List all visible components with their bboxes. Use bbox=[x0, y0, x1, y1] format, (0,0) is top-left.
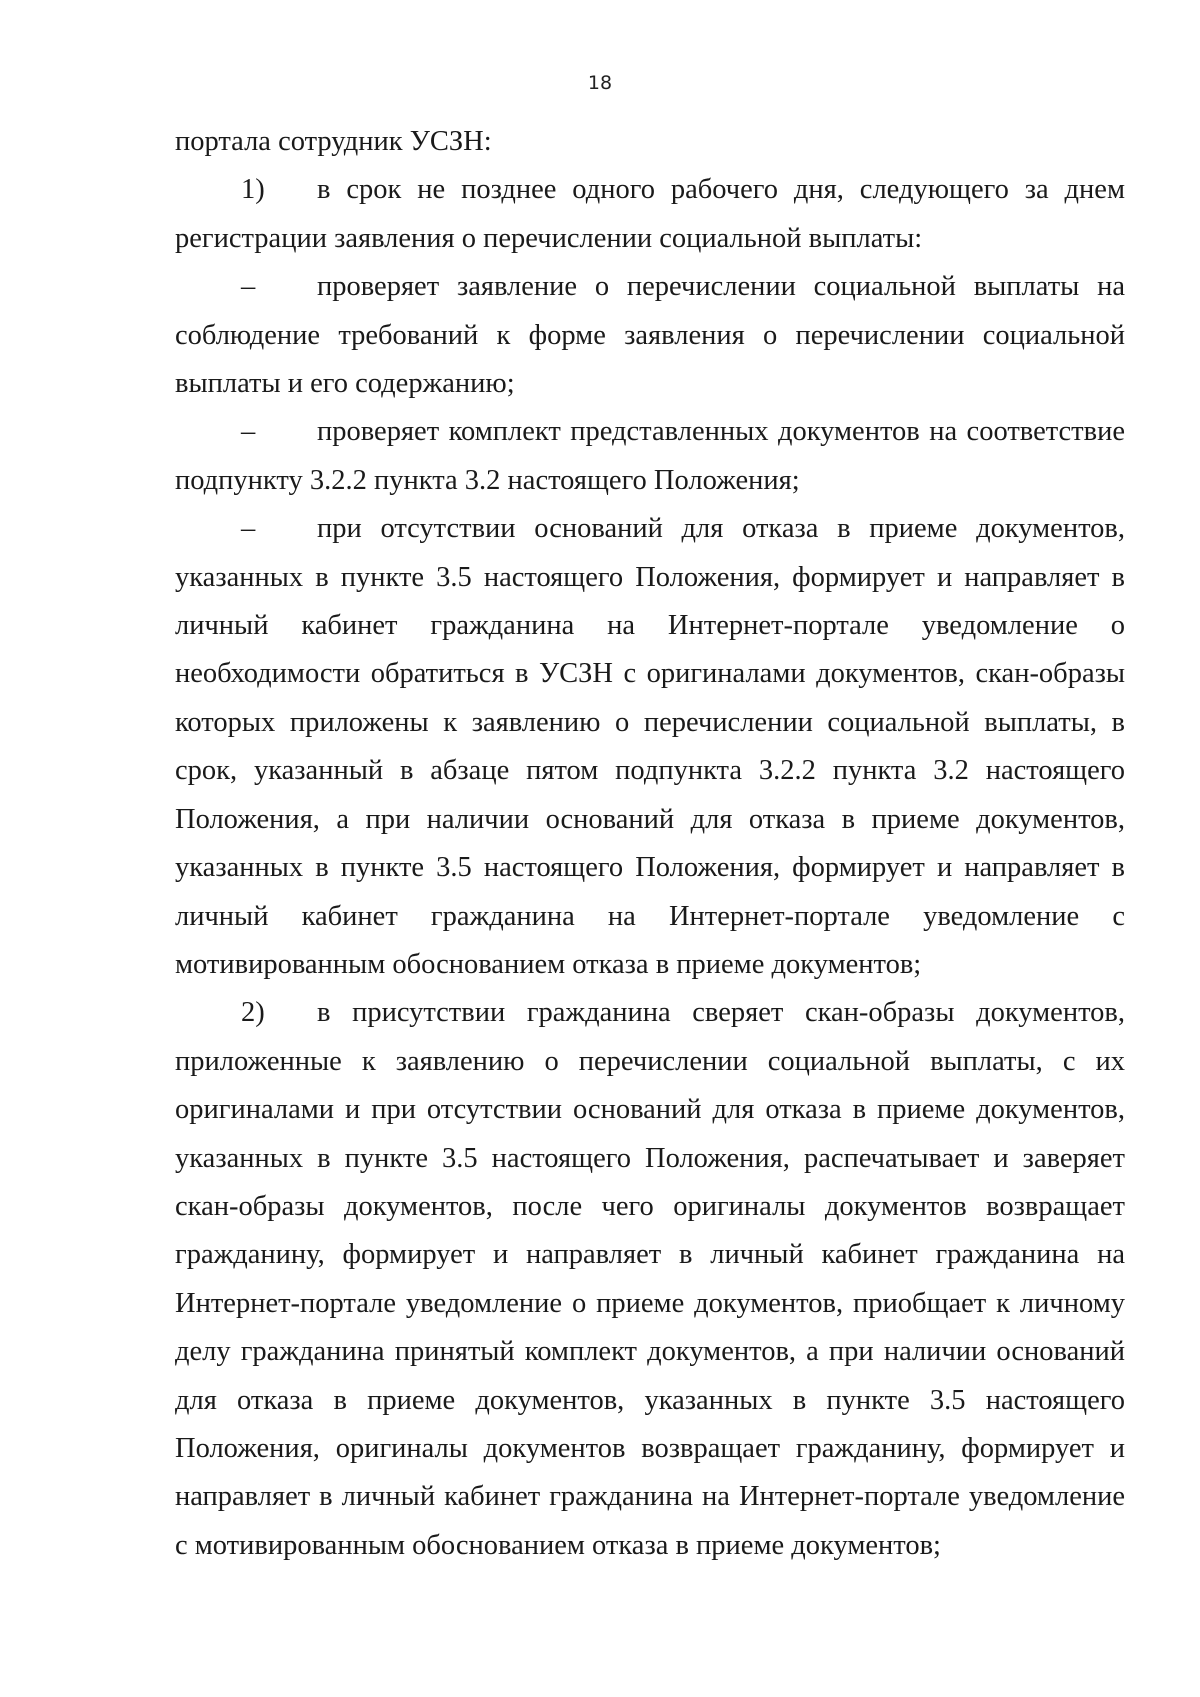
list-item-text: в срок не позднее одного рабочего дня, следующего за днем регистрации заявления о перечислении социальной выплаты: bbox=[175, 174, 1125, 254]
bullet-item-2 bbox=[175, 408, 1125, 505]
bullet-item-1 bbox=[175, 263, 1125, 408]
dash-marker: – bbox=[241, 416, 256, 448]
bullet-text: проверяет комплект представленных документов на соответствие подпункту 3.2.2 пункта 3.2 настоящего Положения; bbox=[175, 416, 1125, 496]
list-item-text: в присутствии гражданина сверяет скан-образы документов, приложенные к заявлению о перечислении социальной выплаты, с их оригиналами и при отсутствии оснований для отказа в приеме документов, указанных в пункте 3.5 настоящего Положения, распечатывает и заверяет скан-образы документов, после чего оригиналы документов возвращает гражданину, формирует и направляет в личный кабинет гражданина на Интернет-портале уведомление о приеме документов, приобщает к личному делу гражданина принятый комплект документов, а при наличии оснований для отказа в приеме документов, указанных в пункте 3.5 настоящего Положения, оригиналы документов возвращает гражданину, формирует и направляет в личный кабинет гражданина на Интернет-портале уведомление с мотивированным обоснованием отказа в приеме документов; bbox=[175, 997, 1125, 1561]
list-item-1 bbox=[175, 166, 1125, 263]
document-body bbox=[175, 118, 1125, 1570]
list-item-2 bbox=[175, 989, 1125, 1570]
intro-paragraph: портала сотрудник УСЗН: bbox=[175, 126, 492, 157]
bullet-item-3 bbox=[175, 505, 1125, 989]
dash-marker: – bbox=[241, 513, 256, 545]
dash-marker: – bbox=[241, 271, 256, 303]
list-marker: 1) bbox=[241, 174, 265, 206]
list-marker: 2) bbox=[241, 997, 265, 1029]
bullet-text: проверяет заявление о перечислении социальной выплаты на соблюдение требований к форме заявления о перечислении социальной выплаты и его содержанию; bbox=[175, 271, 1125, 400]
page-number: 18 bbox=[587, 72, 613, 94]
bullet-text: при отсутствии оснований для отказа в приеме документов, указанных в пункте 3.5 настоящего Положения, формирует и направляет в личный кабинет гражданина на Интернет-портале уведомление о необходимости обратиться в УСЗН с оригиналами документов, скан-образы которых приложены к заявлению о перечислении социальной выплаты, в срок, указанный в абзаце пятом подпункта 3.2.2 пункта 3.2 настоящего Положения, а при наличии оснований для отказа в приеме документов, указанных в пункте 3.5 настоящего Положения, формирует и направляет в личный кабинет гражданина на Интернет-портале уведомление с мотивированным обоснованием отказа в приеме документов; bbox=[175, 513, 1125, 980]
